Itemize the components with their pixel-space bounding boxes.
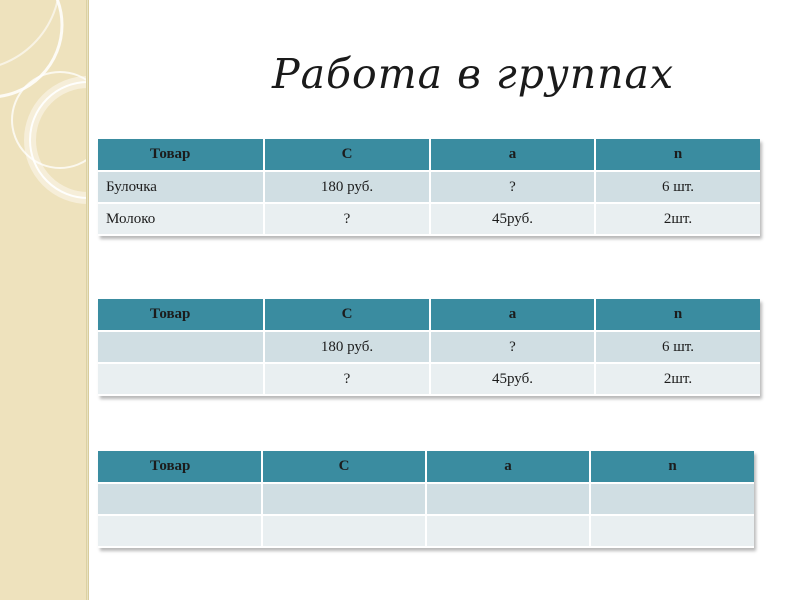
table-header-row bbox=[98, 299, 760, 331]
cell-c: 180 руб. bbox=[264, 171, 430, 203]
cell-c: 180 руб. bbox=[264, 331, 430, 363]
cell-c bbox=[262, 483, 426, 515]
slide-title: Работа в группах bbox=[272, 50, 675, 98]
header-a: a bbox=[430, 299, 595, 331]
decorative-rings-graphic bbox=[0, 0, 88, 600]
table-row bbox=[98, 331, 760, 363]
cell-a: 45руб. bbox=[430, 203, 595, 235]
cell-item: Молоко bbox=[98, 203, 264, 235]
cell-n bbox=[590, 515, 754, 547]
cell-c bbox=[262, 515, 426, 547]
cell-c: ? bbox=[264, 203, 430, 235]
cell-a bbox=[426, 515, 590, 547]
header-tovar: Товар bbox=[98, 299, 264, 331]
header-tovar: Товар bbox=[98, 451, 262, 483]
decorative-side-band bbox=[0, 0, 89, 600]
table-row bbox=[98, 171, 760, 203]
table-goods-empty bbox=[98, 451, 754, 548]
cell-a: 45руб. bbox=[430, 363, 595, 395]
cell-c: ? bbox=[264, 363, 430, 395]
cell-a: ? bbox=[430, 171, 595, 203]
side-band-shadow bbox=[86, 0, 89, 600]
cell-item bbox=[98, 483, 262, 515]
header-a: a bbox=[426, 451, 590, 483]
cell-item bbox=[98, 331, 264, 363]
cell-n bbox=[590, 483, 754, 515]
header-tovar: Товар bbox=[98, 139, 264, 171]
cell-item: Булочка bbox=[98, 171, 264, 203]
header-n: n bbox=[595, 139, 760, 171]
cell-n: 6 шт. bbox=[595, 331, 760, 363]
table-row bbox=[98, 483, 754, 515]
table-goods-partial bbox=[98, 299, 760, 396]
header-n: n bbox=[590, 451, 754, 483]
header-c: C bbox=[264, 139, 430, 171]
table-goods-filled bbox=[98, 139, 760, 236]
cell-a: ? bbox=[430, 331, 595, 363]
table-row bbox=[98, 203, 760, 235]
cell-a bbox=[426, 483, 590, 515]
table-row bbox=[98, 515, 754, 547]
header-a: a bbox=[430, 139, 595, 171]
cell-n: 6 шт. bbox=[595, 171, 760, 203]
table-header-row bbox=[98, 451, 754, 483]
cell-item bbox=[98, 363, 264, 395]
cell-item bbox=[98, 515, 262, 547]
table-header-row bbox=[98, 139, 760, 171]
header-n: n bbox=[595, 299, 760, 331]
header-c: C bbox=[264, 299, 430, 331]
cell-n: 2шт. bbox=[595, 363, 760, 395]
cell-n: 2шт. bbox=[595, 203, 760, 235]
header-c: C bbox=[262, 451, 426, 483]
table-row bbox=[98, 363, 760, 395]
